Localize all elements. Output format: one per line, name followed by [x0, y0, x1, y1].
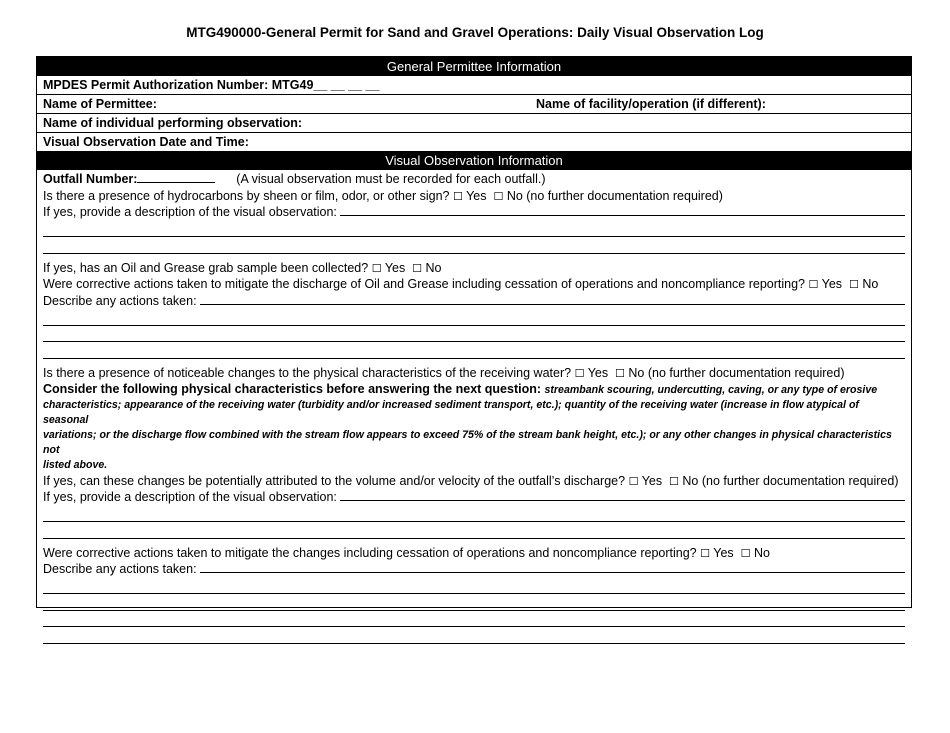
- date-row[interactable]: [37, 133, 911, 151]
- hydrocarbon-description-field[interactable]: [43, 237, 905, 254]
- consider-note-line1: [43, 381, 905, 398]
- permit-number-row[interactable]: [37, 76, 911, 95]
- corrective-og-no-checkbox[interactable]: ☐: [848, 278, 859, 291]
- corrective-changes-yes-checkbox[interactable]: ☐: [700, 546, 710, 560]
- physical-description-field[interactable]: [43, 522, 905, 539]
- no-further-label: No (no further documentation required): [682, 473, 899, 488]
- og-actions-field[interactable]: [43, 326, 905, 343]
- physical-change-question-text: Is there a presence of noticeable changes to the physical characteristics of the receiving water?: [43, 365, 572, 380]
- attributed-no-checkbox[interactable]: ☐: [669, 474, 679, 488]
- og-actions-field[interactable]: [200, 293, 905, 305]
- date-label: Visual Observation Date and Time:: [43, 135, 249, 149]
- corrective-changes-question: [43, 545, 905, 562]
- hydrocarbon-yes-checkbox[interactable]: ☐: [452, 189, 463, 203]
- physical-description-line: [43, 489, 905, 506]
- consider-bold-label: Consider the following physical characteristics before answering the next question:: [43, 382, 542, 396]
- yes-label: Yes: [821, 277, 843, 291]
- physical-change-question: [43, 365, 905, 382]
- attributed-question-text: If yes, can these changes be potentially attributed to the volume and/or velocity of the outfall’s discharge?: [43, 473, 626, 488]
- describe-observation-label: If yes, provide a description of the visual observation:: [43, 490, 337, 504]
- grab-sample-no-checkbox[interactable]: ☐: [412, 261, 423, 275]
- corrective-changes-no-checkbox[interactable]: ☐: [740, 546, 751, 560]
- changes-actions-field[interactable]: [43, 594, 905, 611]
- og-actions-field[interactable]: [43, 342, 905, 359]
- hydrocarbon-question-text: Is there a presence of hydrocarbons by sheen or film, odor, or other sign?: [43, 188, 450, 203]
- consider-note-line2: characteristics; appearance of the receiving water (turbidity and/or increased sediment transport, etc.); quantity of the receiving water (increase in flow atypical of seasonal: [43, 398, 859, 426]
- no-label: No: [753, 545, 770, 560]
- individual-label: Name of individual performing observation:: [43, 116, 303, 130]
- physical-change-yes-checkbox[interactable]: ☐: [574, 366, 585, 380]
- permittee-label: Name of Permittee:: [43, 97, 157, 111]
- changes-actions-field[interactable]: [43, 611, 905, 628]
- individual-row[interactable]: [37, 114, 911, 133]
- physical-change-no-checkbox[interactable]: ☐: [615, 366, 625, 380]
- corrective-changes-question-text: Were corrective actions taken to mitigate the changes including cessation of operations and noncompliance reporting?: [43, 545, 697, 560]
- yes-label: Yes: [641, 473, 663, 488]
- yes-label: Yes: [713, 545, 734, 560]
- page-title: MTG490000-General Permit for Sand and Gravel Operations: Daily Visual Observation Log: [186, 25, 764, 40]
- no-label: No: [425, 260, 442, 275]
- describe-actions-label: Describe any actions taken:: [43, 562, 197, 576]
- corrective-og-yes-checkbox[interactable]: ☐: [808, 278, 819, 291]
- og-actions-field[interactable]: [43, 309, 905, 326]
- hydrocarbon-no-checkbox[interactable]: ☐: [493, 189, 504, 203]
- outfall-line: [43, 171, 905, 188]
- consider-note-line4: listed above.: [43, 458, 108, 471]
- changes-actions-field[interactable]: [43, 578, 905, 595]
- outfall-label: Outfall Number:: [43, 172, 138, 186]
- changes-actions-field[interactable]: [43, 627, 905, 644]
- attributed-yes-checkbox[interactable]: ☐: [628, 474, 639, 488]
- yes-label: Yes: [466, 188, 487, 203]
- describe-observation-label: If yes, provide a description of the visual observation:: [43, 205, 337, 219]
- attributed-question: [43, 473, 905, 490]
- hydrocarbon-question: [43, 188, 905, 205]
- no-label: No: [862, 277, 879, 291]
- changes-actions-field[interactable]: [200, 561, 905, 573]
- outfall-note: (A visual observation must be recorded for each outfall.): [236, 172, 546, 186]
- hydrocarbon-description-field[interactable]: [340, 204, 905, 216]
- grab-sample-question: [43, 260, 905, 277]
- visual-section-header: Visual Observation Information: [37, 151, 911, 170]
- corrective-og-question-text: Were corrective actions taken to mitigate the discharge of Oil and Grease including cessation of operations and noncompliance reporting?: [43, 277, 806, 291]
- corrective-og-question: [43, 276, 905, 293]
- no-further-label: No (no further documentation required): [628, 365, 845, 380]
- yes-label: Yes: [384, 260, 406, 275]
- hydrocarbon-description-line: [43, 204, 905, 221]
- hydrocarbon-description-field[interactable]: [43, 221, 905, 238]
- permittee-row[interactable]: [37, 95, 911, 114]
- outfall-number-field[interactable]: [137, 171, 215, 183]
- physical-description-field[interactable]: [340, 489, 905, 501]
- grab-sample-question-text: If yes, has an Oil and Grease grab sample been collected?: [43, 260, 369, 275]
- facility-label: Name of facility/operation (if different):: [536, 97, 766, 111]
- observation-log-form: [36, 56, 912, 608]
- permit-number-label: MPDES Permit Authorization Number: MTG49__ __ __ __: [43, 78, 380, 92]
- describe-actions-label: Describe any actions taken:: [43, 293, 197, 308]
- visual-section-body: [37, 170, 911, 644]
- grab-sample-yes-checkbox[interactable]: ☐: [371, 261, 382, 275]
- no-further-label: No (no further documentation required): [506, 188, 723, 203]
- yes-label: Yes: [587, 365, 609, 380]
- general-section-header: General Permittee Information: [37, 57, 911, 76]
- physical-description-field[interactable]: [43, 506, 905, 523]
- consider-note-line3: variations; or the discharge flow combined with the stream flow appears to exceed 75% of the stream bank height, etc.); or any other changes in physical characteristics not: [43, 428, 892, 456]
- consider-note-text: streambank scouring, undercutting, caving, or any type of erosive: [544, 384, 878, 396]
- changes-actions-line: [43, 561, 905, 578]
- og-actions-line: [43, 293, 905, 310]
